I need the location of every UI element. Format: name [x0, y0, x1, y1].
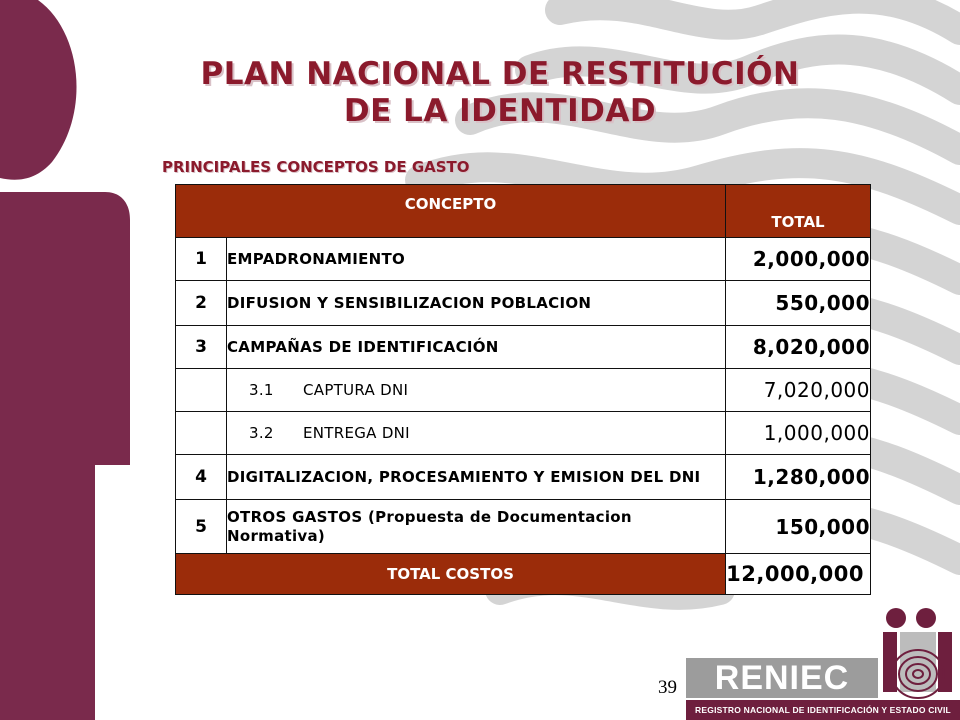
person-silhouette	[0, 0, 130, 720]
expense-table	[175, 184, 871, 595]
title-line-1: PLAN NACIONAL DE RESTITUCIÓN	[200, 56, 800, 92]
row-amount: 7,020,000	[726, 369, 871, 412]
row-number: 2	[176, 281, 227, 326]
row-code: 3.1	[249, 380, 274, 399]
row-amount: 150,000	[726, 500, 871, 554]
row-number: 5	[176, 500, 227, 554]
row-concept: DIFUSION Y SENSIBILIZACION POBLACION	[227, 281, 726, 326]
row-amount: 550,000	[726, 281, 871, 326]
table-subrow	[176, 369, 871, 412]
table-row	[176, 281, 871, 326]
row-number: 4	[176, 455, 227, 500]
row-concept: DIGITALIZACION, PROCESAMIENTO Y EMISION DEL DNI	[227, 455, 726, 500]
table-total-row	[176, 554, 871, 595]
table-subrow	[176, 412, 871, 455]
table-header-row	[176, 185, 871, 238]
total-label: TOTAL COSTOS	[176, 554, 726, 595]
table-row	[176, 455, 871, 500]
table-row	[176, 326, 871, 369]
logo-wordmark: RENIEC	[686, 658, 878, 698]
row-number: 3	[176, 326, 227, 369]
header-total: TOTAL	[726, 185, 871, 238]
row-concept-text: ENTREGA DNI	[303, 423, 410, 442]
row-amount: 1,000,000	[726, 412, 871, 455]
row-concept	[227, 369, 726, 412]
row-number: 1	[176, 238, 227, 281]
logo-tagline: REGISTRO NACIONAL DE IDENTIFICACIÓN Y ESTADO CIVIL	[686, 700, 960, 720]
table-row	[176, 500, 871, 554]
header-concepto: CONCEPTO	[176, 185, 726, 238]
row-concept: EMPADRONAMIENTO	[227, 238, 726, 281]
slide-title	[150, 56, 850, 130]
row-amount: 8,020,000	[726, 326, 871, 369]
row-concept: OTROS GASTOS (Propuesta de Documentacion Normativa)	[227, 500, 726, 554]
row-concept-text: CAPTURA DNI	[303, 380, 409, 399]
row-number	[176, 369, 227, 412]
row-code: 3.2	[249, 423, 274, 442]
row-number	[176, 412, 227, 455]
title-line-2: DE LA IDENTIDAD	[343, 93, 657, 129]
row-concept	[227, 412, 726, 455]
row-concept: CAMPAÑAS DE IDENTIFICACIÓN	[227, 326, 726, 369]
row-amount: 1,280,000	[726, 455, 871, 500]
total-amount: 12,000,000	[726, 554, 871, 595]
table-row	[176, 238, 871, 281]
slide-subtitle: PRINCIPALES CONCEPTOS DE GASTO	[162, 158, 470, 176]
row-amount: 2,000,000	[726, 238, 871, 281]
page-number: 39	[658, 677, 677, 698]
